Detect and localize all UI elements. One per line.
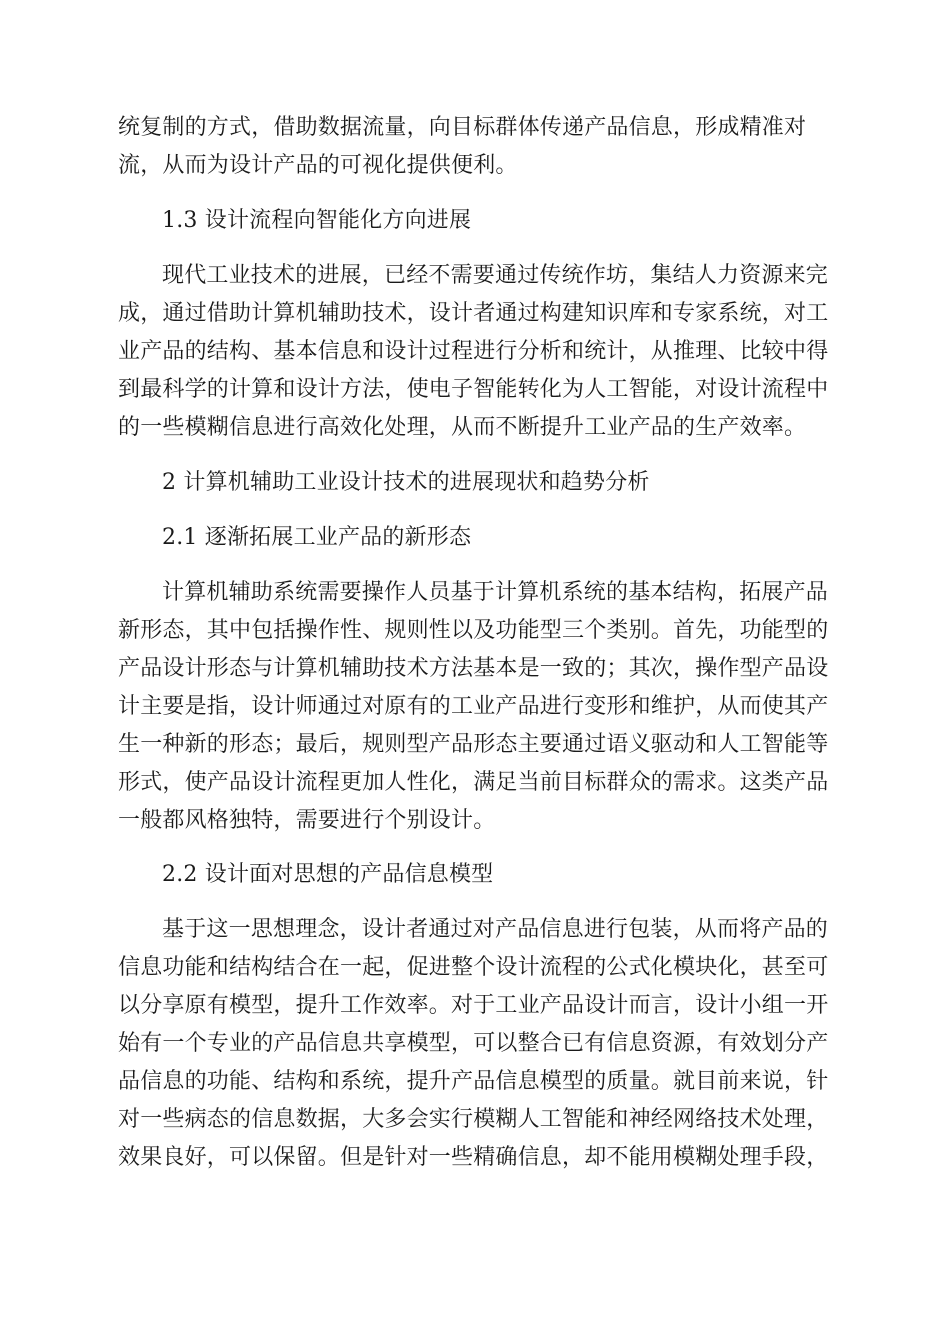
section-heading: 2 计算机辅助工业设计技术的进展现状和趋势分析 — [162, 470, 650, 495]
paragraph-line: 流，从而为设计产品的可视化提供便利。 — [118, 153, 518, 178]
paragraph-line: 品信息的功能、结构和系统，提升产品信息模型的质量。就目前来说，针 — [118, 1069, 829, 1094]
paragraph-line: 计主要是指，设计师通过对原有的工业产品进行变形和维护，从而使其产 — [118, 694, 829, 719]
section-heading: 2.2 设计面对思想的产品信息模型 — [162, 862, 494, 887]
paragraph-line: 对一些病态的信息数据，大多会实行模糊人工智能和神经网络技术处理， — [118, 1107, 829, 1132]
paragraph-line: 一般都风格独特，需要进行个别设计。 — [118, 808, 496, 833]
paragraph-line: 到最科学的计算和设计方法，使电子智能转化为人工智能，对设计流程中 — [118, 377, 829, 402]
paragraph-line: 基于这一思想理念，设计者通过对产品信息进行包装，从而将产品的 — [162, 917, 829, 942]
paragraph-line: 效果良好，可以保留。但是针对一些精确信息，却不能用模糊处理手段， — [118, 1145, 829, 1170]
paragraph-line: 产品设计形态与计算机辅助技术方法基本是一致的；其次，操作型产品设 — [118, 656, 829, 681]
paragraph-line: 计算机辅助系统需要操作人员基于计算机系统的基本结构，拓展产品 — [162, 580, 829, 605]
paragraph-line: 始有一个专业的产品信息共享模型，可以整合已有信息资源，有效划分产 — [118, 1031, 829, 1056]
paragraph-line: 生一种新的形态；最后，规则型产品形态主要通过语义驱动和人工智能等 — [118, 732, 829, 757]
paragraph-line: 统复制的方式，借助数据流量，向目标群体传递产品信息，形成精准对 — [118, 115, 807, 140]
paragraph-line: 以分享原有模型，提升工作效率。对于工业产品设计而言，设计小组一开 — [118, 993, 829, 1018]
section-heading: 2.1 逐渐拓展工业产品的新形态 — [162, 525, 472, 550]
paragraph-line: 的一些模糊信息进行高效化处理，从而不断提升工业产品的生产效率。 — [118, 415, 807, 440]
paragraph-line: 形式，使产品设计流程更加人性化，满足当前目标群众的需求。这类产品 — [118, 770, 829, 795]
paragraph-line: 现代工业技术的进展，已经不需要通过传统作坊，集结人力资源来完 — [162, 263, 829, 288]
paragraph-line: 信息功能和结构结合在一起，促进整个设计流程的公式化模块化，甚至可 — [118, 955, 829, 980]
paragraph-line: 业产品的结构、基本信息和设计过程进行分析和统计，从推理、比较中得 — [118, 339, 829, 364]
paragraph-line: 成，通过借助计算机辅助技术，设计者通过构建知识库和专家系统，对工 — [118, 301, 829, 326]
section-heading: 1.3 设计流程向智能化方向进展 — [162, 208, 472, 233]
paragraph-line: 新形态，其中包括操作性、规则性以及功能型三个类别。首先，功能型的 — [118, 618, 829, 643]
